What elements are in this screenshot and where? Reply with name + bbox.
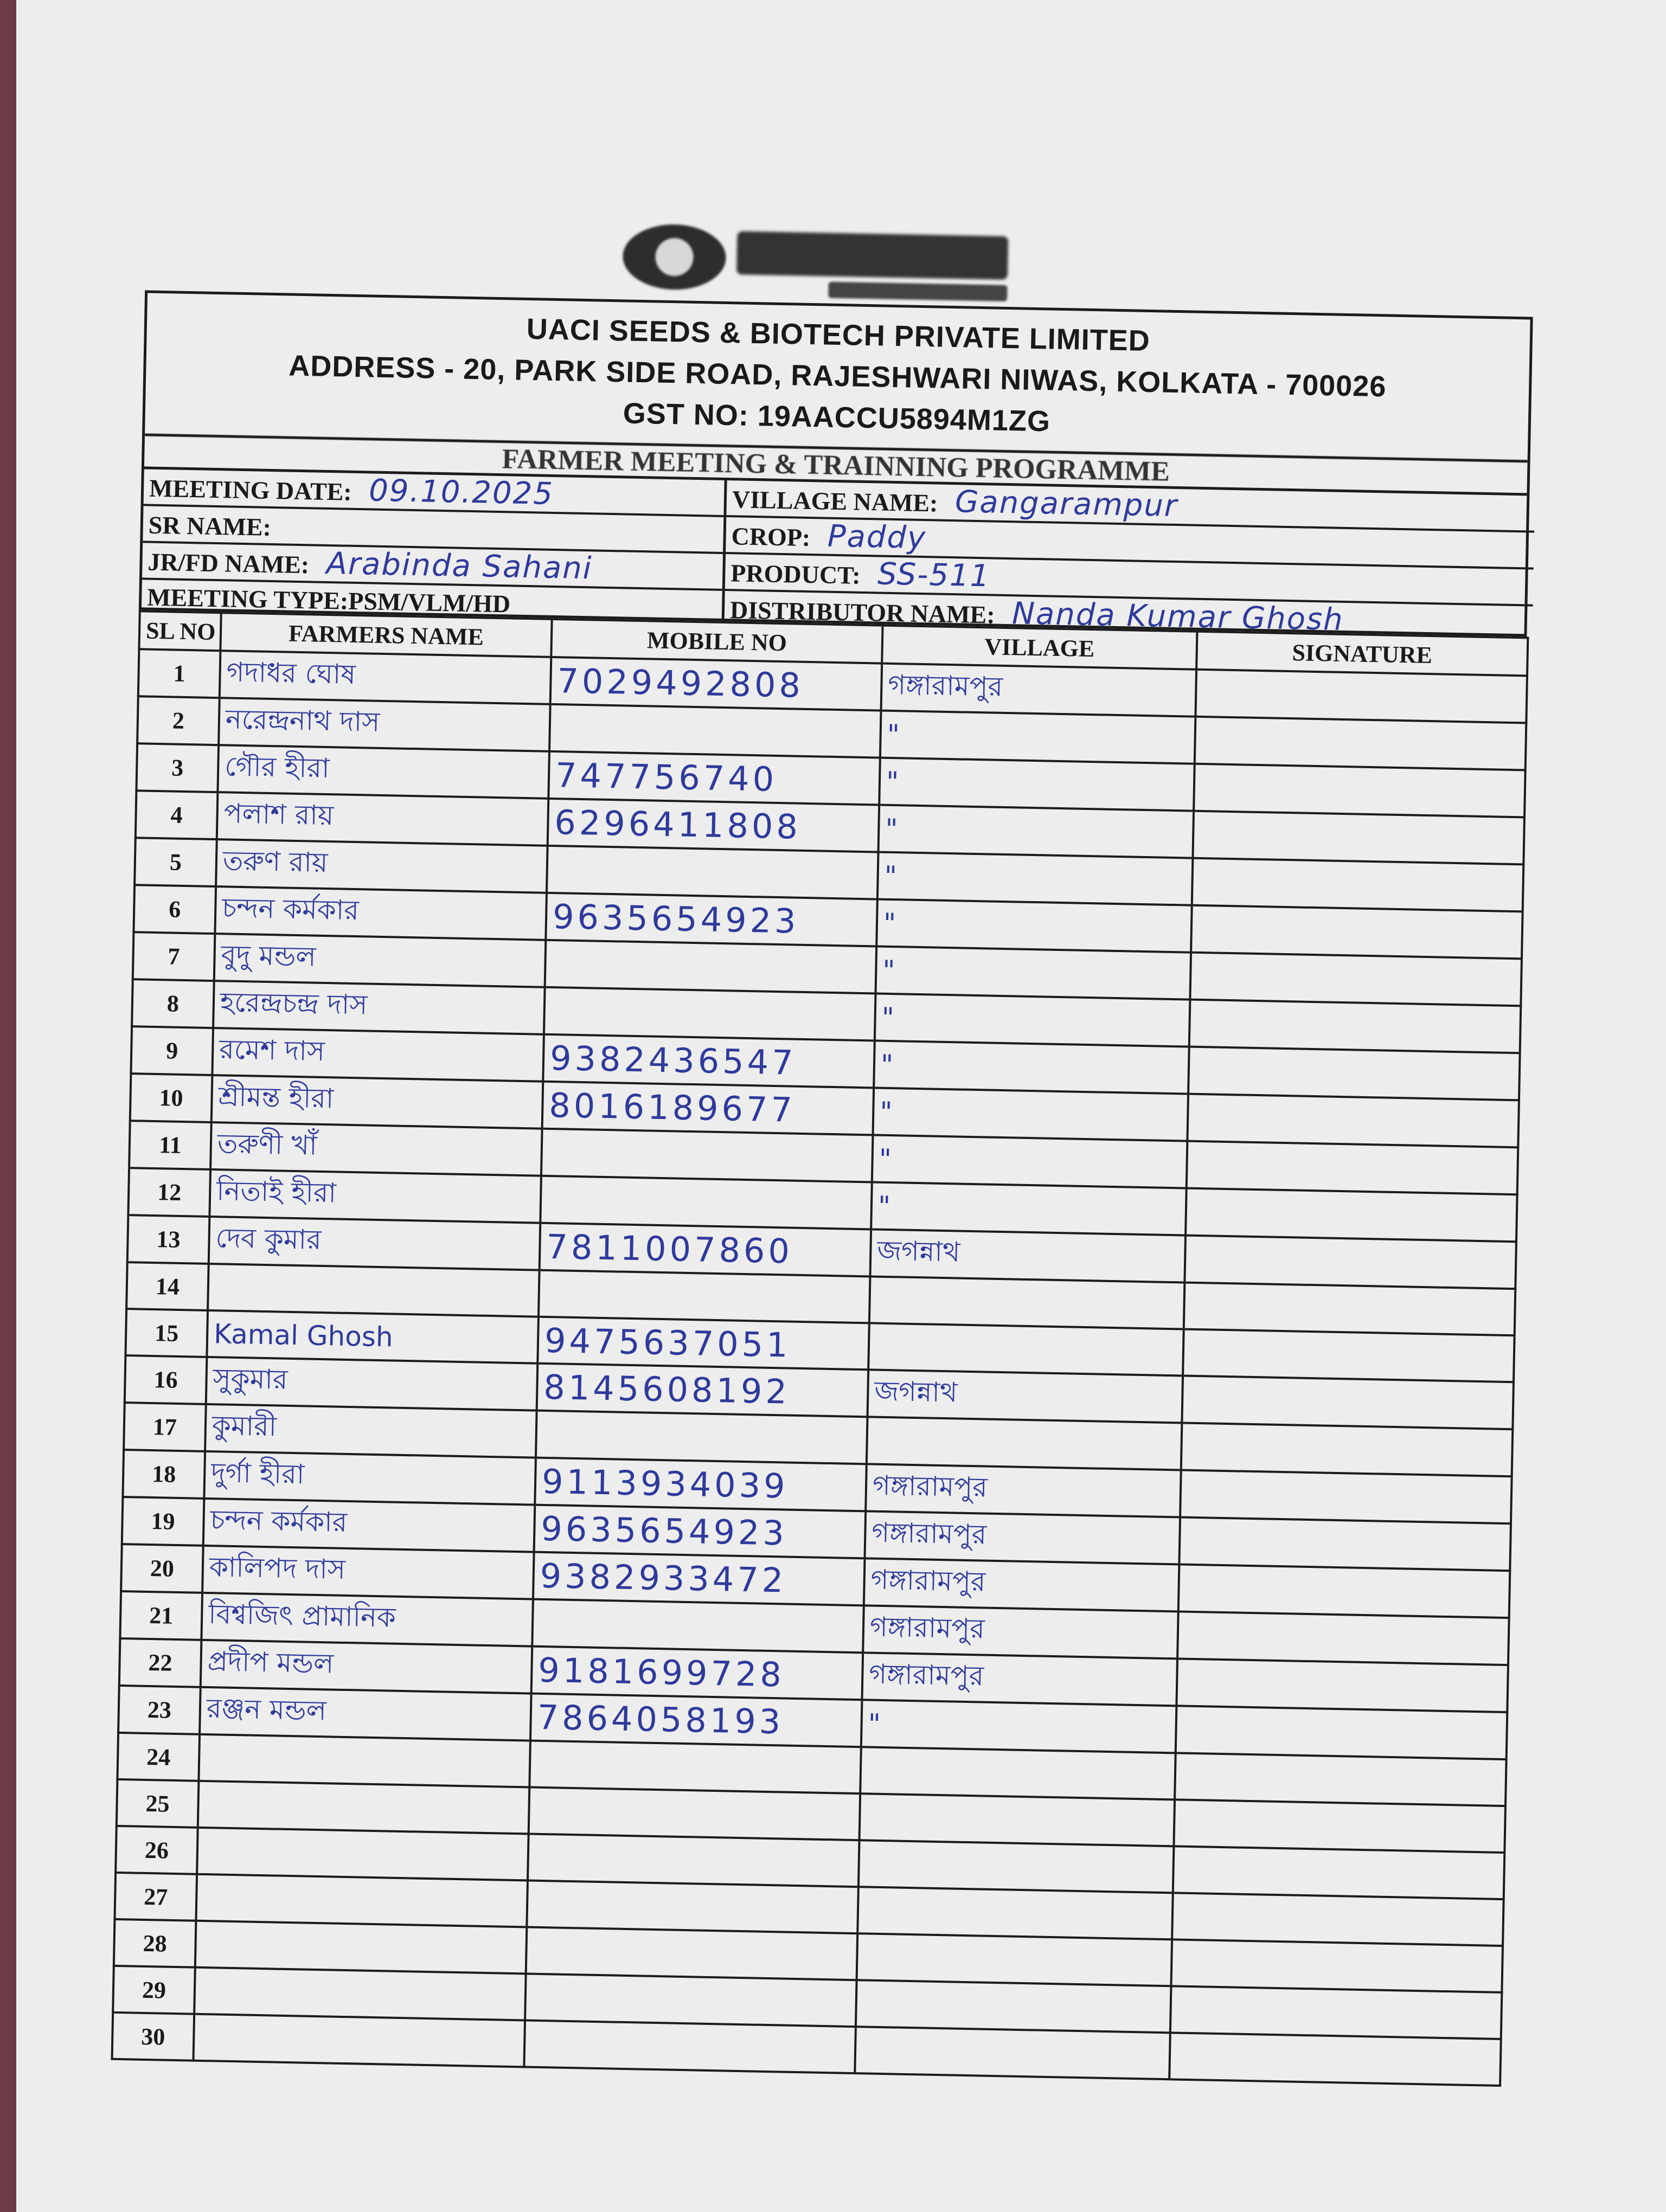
col-header-signature: SIGNATURE bbox=[1196, 632, 1528, 676]
farmer-name-cell: Kamal Ghosh bbox=[207, 1310, 539, 1364]
sl-cell: 7 bbox=[133, 932, 215, 981]
farmer-name-cell bbox=[193, 2014, 525, 2067]
mobile-cell: 7864058193 bbox=[530, 1694, 862, 1747]
farmer-name-cell: হরেন্দ্রচন্দ্র দাস bbox=[213, 981, 545, 1034]
village-cell: গঙ্গারামপুর bbox=[864, 1558, 1180, 1611]
mobile-cell: 9382436547 bbox=[543, 1034, 875, 1088]
sl-cell: 9 bbox=[131, 1026, 213, 1075]
product-label: PRODUCT: bbox=[730, 559, 861, 589]
mobile-cell bbox=[528, 1834, 860, 1887]
farmer-name-cell: গদাধর ঘোষ bbox=[220, 651, 552, 704]
sl-cell: 22 bbox=[119, 1638, 202, 1687]
village-cell: জগন্নাথ bbox=[870, 1229, 1186, 1282]
col-header-mobile: MOBILE NO bbox=[551, 619, 882, 664]
signature-cell bbox=[1169, 2033, 1501, 2086]
signature-cell bbox=[1188, 1047, 1520, 1101]
mobile-cell bbox=[529, 1741, 861, 1794]
village-cell: " bbox=[879, 805, 1194, 858]
mobile-cell bbox=[540, 1176, 872, 1230]
company-name: UACI SEEDS & BIOTECH PRIVATE LIMITED bbox=[526, 312, 1151, 357]
sl-cell: 23 bbox=[118, 1686, 201, 1734]
sl-cell: 2 bbox=[137, 696, 220, 745]
mobile-cell: 9113934039 bbox=[535, 1458, 867, 1512]
sl-cell: 6 bbox=[133, 885, 216, 934]
village-cell: " bbox=[876, 899, 1192, 953]
village-cell: " bbox=[874, 1040, 1189, 1094]
signature-cell bbox=[1187, 1094, 1519, 1148]
sl-cell: 18 bbox=[123, 1450, 205, 1499]
sl-cell: 19 bbox=[122, 1497, 204, 1546]
mobile-cell bbox=[524, 2020, 856, 2073]
program-title: FARMER MEETING & TRAINNING PROGRAMME bbox=[144, 433, 1528, 496]
village-cell bbox=[855, 2027, 1170, 2079]
farmer-name-cell: নরেন্দ্রনাথ দাস bbox=[219, 698, 550, 751]
signature-cell bbox=[1182, 1376, 1514, 1430]
signature-cell bbox=[1176, 1658, 1508, 1712]
signature-cell bbox=[1184, 1283, 1516, 1336]
farmer-name-cell: রমেশ দাস bbox=[212, 1028, 544, 1082]
village-cell: " bbox=[876, 947, 1191, 1000]
farmer-name-cell bbox=[194, 1967, 526, 2021]
meeting-info-left bbox=[142, 469, 725, 618]
village-cell: " bbox=[880, 711, 1196, 764]
village-cell: জগন্নাথ bbox=[868, 1369, 1183, 1423]
signature-cell bbox=[1193, 811, 1524, 865]
farmer-table bbox=[111, 610, 1529, 2087]
signature-cell bbox=[1184, 1236, 1516, 1289]
village-cell bbox=[860, 1793, 1175, 1846]
farmer-name-cell bbox=[198, 1781, 530, 1834]
sl-cell: 8 bbox=[132, 979, 214, 1028]
signature-cell bbox=[1192, 858, 1524, 912]
mobile-cell: 9635654923 bbox=[534, 1505, 866, 1559]
crop-value: Paddy bbox=[827, 518, 927, 556]
village-cell bbox=[856, 1980, 1171, 2033]
distributor-label: DISTRIBUTOR NAME: bbox=[729, 596, 996, 629]
farmer-name-cell: প্রদীপ মন্ডল bbox=[201, 1640, 533, 1694]
farmer-name-cell: গৌর হীরা bbox=[217, 745, 549, 799]
village-cell: গঙ্গারামপুর bbox=[865, 1511, 1181, 1564]
logo-tagline bbox=[828, 282, 1008, 301]
sl-cell: 24 bbox=[117, 1733, 200, 1781]
company-logo bbox=[622, 218, 1014, 307]
signature-cell bbox=[1175, 1753, 1507, 1806]
crop-label: CROP: bbox=[731, 522, 811, 552]
sl-cell: 11 bbox=[129, 1121, 212, 1169]
jr-name-label: JR/FD NAME: bbox=[148, 548, 310, 579]
form-header bbox=[142, 290, 1533, 496]
farmer-name-cell: সুকুমার bbox=[206, 1357, 538, 1411]
village-cell bbox=[868, 1323, 1184, 1375]
sl-cell: 16 bbox=[125, 1355, 207, 1404]
meeting-info-right bbox=[722, 480, 1535, 638]
meeting-info bbox=[139, 469, 1530, 636]
sl-cell: 30 bbox=[112, 2012, 195, 2061]
distributor-value: Nanda Kumar Ghosh bbox=[1011, 596, 1344, 638]
village-cell: গঙ্গারামপুর bbox=[866, 1464, 1181, 1517]
village-cell: " bbox=[871, 1182, 1187, 1235]
mobile-cell bbox=[529, 1787, 861, 1841]
sl-cell: 29 bbox=[113, 1966, 195, 2014]
farmer-name-cell: বিশ্বজিৎ প্রামানিক bbox=[201, 1593, 533, 1647]
mobile-cell: 7029492808 bbox=[550, 657, 882, 711]
farmer-name-cell: তরুণী খাঁ bbox=[210, 1122, 542, 1176]
village-cell: " bbox=[879, 758, 1195, 811]
signature-cell bbox=[1170, 1986, 1502, 2039]
meeting-date-value: 09.10.2025 bbox=[368, 473, 554, 512]
sl-cell: 15 bbox=[125, 1309, 208, 1357]
signature-cell bbox=[1171, 1939, 1503, 1992]
signature-cell bbox=[1180, 1470, 1512, 1523]
farmer-name-cell: শ্রীমন্ত হীরা bbox=[212, 1075, 543, 1129]
signature-cell bbox=[1183, 1329, 1515, 1382]
village-cell bbox=[857, 1887, 1173, 1939]
sl-cell: 3 bbox=[136, 743, 219, 792]
village-cell: " bbox=[877, 852, 1193, 905]
gst-number: GST NO: 19AACCU5894M1ZG bbox=[623, 397, 1051, 438]
signature-cell bbox=[1178, 1564, 1510, 1618]
signature-cell bbox=[1194, 764, 1526, 818]
farmer-name-cell: বুদু মন্ডল bbox=[214, 934, 546, 987]
signature-cell bbox=[1179, 1517, 1511, 1571]
sl-cell: 27 bbox=[114, 1873, 197, 1921]
mobile-cell bbox=[525, 1973, 857, 2027]
mobile-cell bbox=[526, 1927, 858, 1980]
sl-cell: 20 bbox=[121, 1544, 203, 1593]
signature-cell bbox=[1173, 1846, 1505, 1899]
signature-cell bbox=[1187, 1141, 1518, 1195]
sl-cell: 10 bbox=[130, 1073, 213, 1122]
mobile-cell bbox=[539, 1270, 870, 1323]
mobile-cell: 9382933472 bbox=[533, 1552, 865, 1606]
mobile-cell bbox=[545, 940, 877, 994]
village-cell bbox=[857, 1933, 1172, 1986]
farmer-name-cell: তরুণ রায় bbox=[216, 839, 548, 893]
village-cell bbox=[858, 1840, 1174, 1893]
farmer-name-cell: দুর্গা হীরা bbox=[204, 1451, 536, 1505]
farmer-name-cell: চন্দন কর্মকার bbox=[203, 1499, 535, 1552]
mobile-cell: 9475637051 bbox=[537, 1317, 869, 1370]
sl-cell: 25 bbox=[117, 1779, 199, 1828]
village-cell bbox=[867, 1417, 1182, 1470]
signature-cell bbox=[1195, 670, 1527, 723]
signature-cell bbox=[1172, 1893, 1504, 1946]
meeting-type-label: MEETING TYPE:PSM/VLM/HD bbox=[146, 583, 511, 618]
col-header-name: FARMERS NAME bbox=[220, 613, 552, 657]
farmer-name-cell bbox=[196, 1874, 528, 1927]
col-header-sl: SL NO bbox=[139, 611, 221, 651]
mobile-cell: 8145608192 bbox=[537, 1364, 869, 1417]
mobile-cell: 6296411808 bbox=[548, 799, 880, 852]
sl-cell: 14 bbox=[126, 1262, 209, 1310]
signature-cell bbox=[1190, 953, 1522, 1006]
mobile-cell: 8016189677 bbox=[542, 1082, 874, 1135]
logo-wordmark bbox=[736, 231, 1008, 280]
mobile-cell: 9181699728 bbox=[531, 1647, 863, 1700]
farmer-name-cell bbox=[208, 1264, 540, 1317]
mobile-cell bbox=[547, 846, 879, 899]
attendance-form bbox=[100, 203, 1546, 2095]
farmer-name-cell: দেব কুমার bbox=[209, 1217, 541, 1270]
sr-name-value bbox=[281, 508, 282, 543]
farmer-name-cell bbox=[197, 1828, 529, 1881]
farmer-name-cell bbox=[198, 1734, 530, 1787]
village-name-label: VILLAGE NAME: bbox=[732, 485, 938, 517]
mobile-cell bbox=[544, 987, 876, 1041]
farmer-name-cell bbox=[195, 1921, 527, 1974]
sl-cell: 5 bbox=[134, 838, 217, 886]
village-cell: গঙ্গারামপুর bbox=[863, 1605, 1178, 1658]
mobile-cell bbox=[532, 1599, 864, 1653]
table-body bbox=[112, 649, 1527, 2086]
mobile-cell: 747756740 bbox=[548, 751, 880, 805]
village-name-value: Gangarampur bbox=[954, 484, 1178, 524]
signature-cell bbox=[1189, 1000, 1521, 1053]
mobile-cell: 7811007860 bbox=[540, 1223, 872, 1277]
product-value: SS-511 bbox=[877, 556, 991, 594]
signature-cell bbox=[1174, 1799, 1505, 1853]
sl-cell: 28 bbox=[114, 1919, 196, 1967]
mobile-cell bbox=[549, 704, 881, 758]
village-cell bbox=[860, 1747, 1176, 1799]
signature-cell bbox=[1177, 1611, 1509, 1665]
logo-emblem bbox=[622, 223, 726, 291]
sl-cell: 26 bbox=[116, 1826, 198, 1874]
signature-cell bbox=[1195, 717, 1527, 770]
sl-cell: 13 bbox=[127, 1215, 210, 1264]
village-cell: গঙ্গারামপুর bbox=[881, 664, 1197, 717]
village-cell: " bbox=[875, 994, 1190, 1047]
signature-cell bbox=[1176, 1706, 1508, 1759]
company-address: ADDRESS - 20, PARK SIDE ROAD, RAJESHWARI NIWAS, KOLKATA - 700026 bbox=[288, 349, 1387, 403]
paper-sheet bbox=[16, 0, 1666, 2212]
village-cell: " bbox=[872, 1135, 1188, 1188]
signature-cell bbox=[1181, 1423, 1513, 1476]
village-cell: গঙ্গারামপুর bbox=[862, 1652, 1177, 1706]
mobile-cell: 9635654923 bbox=[546, 893, 877, 947]
village-cell bbox=[869, 1276, 1185, 1329]
meeting-date-label: MEETING DATE: bbox=[149, 474, 353, 506]
sl-cell: 4 bbox=[136, 790, 218, 839]
mobile-cell bbox=[527, 1880, 858, 1933]
sr-name-label: SR NAME: bbox=[148, 511, 272, 541]
farmer-name-cell: কালিপদ দাস bbox=[202, 1546, 534, 1599]
col-header-village: VILLAGE bbox=[882, 626, 1197, 670]
sl-cell: 21 bbox=[120, 1591, 202, 1640]
signature-cell bbox=[1186, 1188, 1517, 1242]
farmer-name-cell: কুমারী bbox=[205, 1404, 537, 1458]
mobile-cell bbox=[536, 1411, 868, 1464]
sl-cell: 12 bbox=[128, 1168, 210, 1217]
village-cell: " bbox=[861, 1700, 1177, 1753]
signature-cell bbox=[1191, 905, 1523, 959]
farmer-name-cell: পলাশ রায় bbox=[217, 792, 549, 846]
farmer-name-cell: রঞ্জন মন্ডল bbox=[200, 1687, 531, 1741]
village-cell: " bbox=[873, 1088, 1189, 1141]
jr-name-value: Arabinda Sahani bbox=[326, 545, 593, 587]
farmer-name-cell: নিতাই হীরা bbox=[209, 1169, 541, 1223]
farmer-name-cell: চন্দন কর্মকার bbox=[215, 886, 547, 940]
sl-cell: 1 bbox=[138, 649, 221, 698]
sl-cell: 17 bbox=[124, 1403, 206, 1451]
mobile-cell bbox=[541, 1129, 873, 1182]
